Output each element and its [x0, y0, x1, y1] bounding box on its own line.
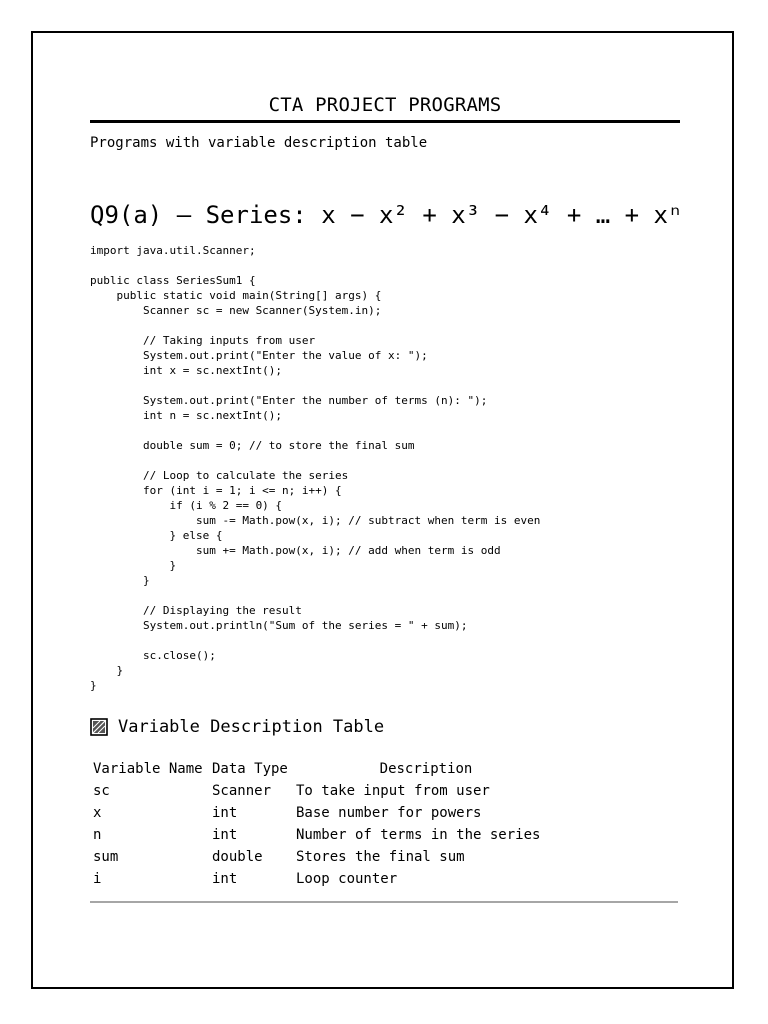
- code-line: }: [90, 559, 177, 572]
- code-line: import java.util.Scanner;: [90, 244, 256, 257]
- cell-variable-name: i: [93, 871, 102, 887]
- code-line: } else {: [90, 529, 223, 542]
- code-line: for (int i = 1; i <= n; i++) {: [90, 484, 342, 497]
- code-line: double sum = 0; // to store the final sum: [90, 439, 415, 452]
- code-line: [90, 378, 540, 393]
- table-row: [90, 824, 556, 846]
- code-line: // Loop to calculate the series: [90, 469, 349, 482]
- code-line: [90, 423, 540, 438]
- code-line: if (i % 2 == 0) {: [90, 499, 283, 512]
- cell-variable-name: sc: [93, 783, 110, 799]
- variable-description-table: [90, 758, 556, 890]
- code-line: System.out.println("Sum of the series = " + sum);: [90, 619, 468, 632]
- code-line: sum += Math.pow(x, i); // add when term is odd: [90, 544, 501, 557]
- code-line: public class SeriesSum1 {: [90, 274, 256, 287]
- code-line: public static void main(String[] args) {: [90, 289, 382, 302]
- question-heading: Q9(a) – Series: x − x² + x³ − x⁴ + … + xⁿ: [90, 201, 683, 229]
- cell-description: Loop counter: [296, 871, 398, 887]
- document-title: CTA PROJECT PROGRAMS: [268, 94, 502, 116]
- cell-description: To take input from user: [296, 783, 490, 799]
- table-row: [90, 868, 556, 890]
- code-line: sum -= Math.pow(x, i); // subtract when term is even: [90, 514, 541, 527]
- table-section-heading: [90, 715, 384, 739]
- code-line: [90, 453, 540, 468]
- header-description: Description: [379, 761, 473, 777]
- cell-data-type: int: [212, 871, 238, 887]
- code-line: // Taking inputs from user: [90, 334, 316, 347]
- cell-variable-name: n: [93, 827, 102, 843]
- code-line: [90, 258, 540, 273]
- table-row: [90, 780, 556, 802]
- code-block: [90, 243, 540, 693]
- memo-icon: [90, 718, 108, 736]
- code-line: System.out.print("Enter the number of terms (n): ");: [90, 394, 488, 407]
- cell-description: Number of terms in the series: [296, 827, 541, 843]
- cell-description: Stores the final sum: [296, 849, 465, 865]
- code-line: }: [90, 679, 97, 692]
- cell-variable-name: sum: [93, 849, 119, 865]
- table-row: [90, 802, 556, 824]
- code-line: sc.close();: [90, 649, 216, 662]
- code-line: }: [90, 574, 150, 587]
- cell-variable-name: x: [93, 805, 102, 821]
- cell-data-type: double: [212, 849, 263, 865]
- cell-data-type: int: [212, 827, 238, 843]
- table-heading-text: Variable Description Table: [118, 717, 385, 737]
- cell-data-type: int: [212, 805, 238, 821]
- header-variable-name: Variable Name: [93, 761, 203, 777]
- table-row: [90, 846, 556, 868]
- code-line: [90, 588, 540, 603]
- cell-description: Base number for powers: [296, 805, 482, 821]
- cell-data-type: Scanner: [212, 783, 272, 799]
- code-line: System.out.print("Enter the value of x: ");: [90, 349, 428, 362]
- code-line: }: [90, 664, 124, 677]
- bottom-divider: [90, 901, 678, 903]
- code-line: int n = sc.nextInt();: [90, 409, 283, 422]
- document-subtitle: Programs with variable description table: [90, 135, 428, 151]
- code-line: int x = sc.nextInt();: [90, 364, 283, 377]
- header-data-type: Data Type: [212, 761, 288, 777]
- code-line: [90, 318, 540, 333]
- code-line: // Displaying the result: [90, 604, 302, 617]
- table-header-row: [90, 758, 556, 780]
- code-line: Scanner sc = new Scanner(System.in);: [90, 304, 382, 317]
- title-underline: [90, 120, 680, 123]
- code-line: [90, 633, 540, 648]
